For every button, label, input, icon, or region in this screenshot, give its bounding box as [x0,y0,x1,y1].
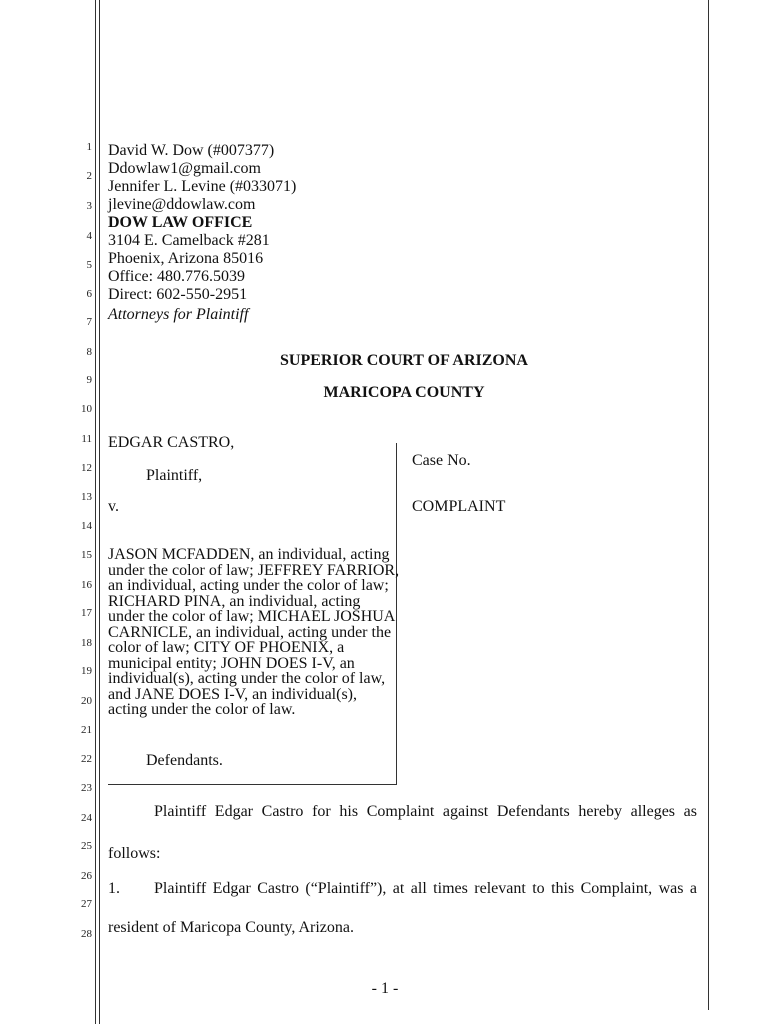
line-number: 15 [81,549,92,561]
line-number: 27 [81,898,92,910]
line-number: 28 [81,928,92,940]
plaintiff-name: EDGAR CASTRO, [108,434,235,451]
line-number: 7 [86,316,92,328]
line-number: 18 [81,637,92,649]
intro-paragraph-line: follows: [108,845,161,862]
intro-paragraph-line: Plaintiff Edgar Castro for his Complaint against Defendants hereby alleges as [154,803,697,820]
line-number: 24 [81,812,92,824]
defendants-list: JASON MCFADDEN, an individual, acting under the color of law; JEFFREY FARRIOR, an individual, acting under the color of law; RICHARD PINA, an individual, acting under the color of law; MICHAEL JOSHUA CARNICLE, an individual, acting under the color of law; CITY OF PHOENIX, a municipal entity; JOHN DOES I-V, an individual(s), acting under the color of law, and JANE DOES I-V, an individual(s), acting under the color of law. [108,546,400,718]
line-number: 26 [81,870,92,882]
line-number: 4 [86,230,92,242]
paragraph-line: Plaintiff Edgar Castro (“Plaintiff”), at all times relevant to this Complaint, was a [154,880,697,897]
line-number: 2 [86,170,92,182]
firm-address-line: Phoenix, Arizona 85016 [108,250,264,267]
line-number: 16 [81,579,92,591]
line-number: 3 [86,200,92,212]
versus: v. [108,498,119,515]
line-number: 20 [81,695,92,707]
attorney-name: Jennifer L. Levine (#033071) [108,178,297,195]
line-number: 5 [86,259,92,271]
attorney-email: jlevine@ddowlaw.com [108,196,256,213]
court-county: MARICOPA COUNTY [323,384,485,401]
attorney-role: Attorneys for Plaintiff [108,306,249,323]
line-number: 25 [81,840,92,852]
firm-name: DOW LAW OFFICE [108,214,253,231]
line-number: 22 [81,753,92,765]
office-phone: Office: 480.776.5039 [108,268,246,285]
margin-rule-right [708,0,709,1010]
margin-rule-left-inner [99,0,100,1024]
court-name: SUPERIOR COURT OF ARIZONA [280,352,528,369]
attorney-name: David W. Dow (#007377) [108,142,275,159]
line-number: 13 [81,491,92,503]
page-number: - 1 - [371,980,399,997]
line-number: 21 [81,724,92,736]
line-number: 10 [81,403,92,415]
line-number: 17 [81,607,92,619]
line-number: 1 [86,141,92,153]
line-number: 14 [81,520,92,532]
line-number: 19 [81,665,92,677]
plaintiff-label: Plaintiff, [146,467,203,484]
paragraph-line: resident of Maricopa County, Arizona. [108,919,355,936]
line-number: 8 [86,346,92,358]
margin-rule-left-outer [95,0,96,1024]
document-type: COMPLAINT [412,498,506,515]
caption-divider-horizontal [108,784,397,785]
line-number: 12 [81,462,92,474]
firm-address-line: 3104 E. Camelback #281 [108,232,270,249]
attorney-email: Ddowlaw1@gmail.com [108,160,261,177]
case-number: Case No. [412,452,471,469]
defendants-label: Defendants. [146,752,223,769]
line-number: 11 [81,433,92,445]
paragraph-number: 1. [108,880,120,897]
line-number: 9 [86,374,92,386]
line-number: 6 [86,288,92,300]
direct-phone: Direct: 602-550-2951 [108,286,248,303]
line-number: 23 [81,782,92,794]
